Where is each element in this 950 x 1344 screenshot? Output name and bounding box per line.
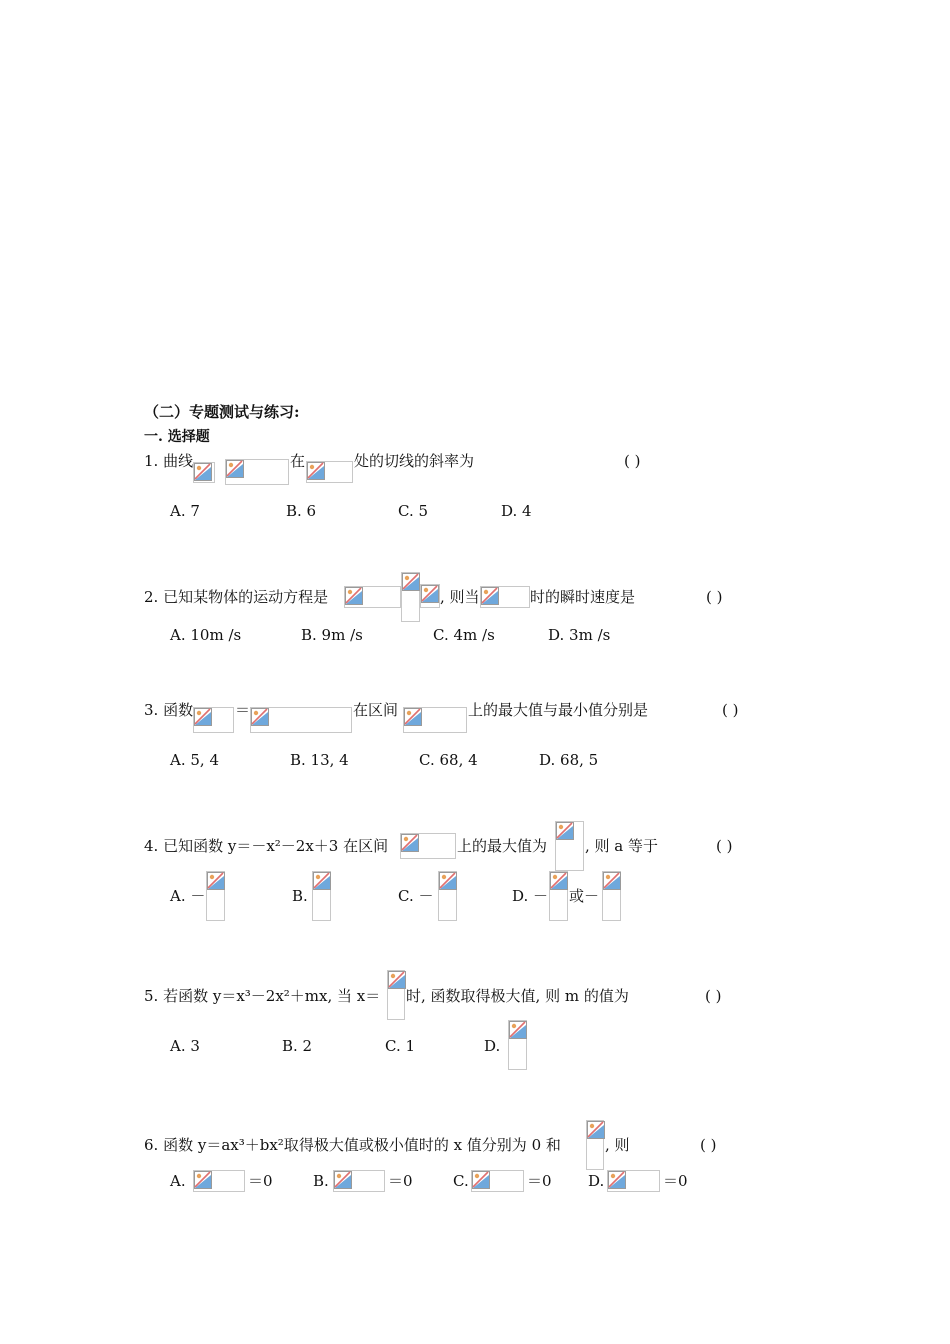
q5-option-c: C. 1 (385, 1037, 416, 1055)
q6-option-c-eq: ＝0 (527, 1172, 552, 1190)
formula-image-placeholder (333, 1170, 385, 1192)
formula-image-placeholder (193, 707, 234, 733)
formula-image-placeholder (420, 584, 440, 608)
q1-stem-part2: 在 (290, 452, 306, 470)
q4-stem-part2: 上的最大值为 (457, 837, 548, 855)
formula-image-placeholder (555, 821, 584, 871)
q4-option-b: B. (292, 887, 308, 905)
q6-option-d-eq: ＝0 (663, 1172, 688, 1190)
formula-image-placeholder (438, 871, 457, 921)
q5-answer-paren: ( ) (705, 987, 722, 1005)
q6-option-d: D. (588, 1172, 605, 1190)
q2-option-c: C. 4m /s (433, 626, 495, 644)
q5-stem-part1: 5. 若函数 y＝x³－2x²＋mx, 当 x＝ (144, 987, 381, 1005)
q4-option-c: C. － (398, 887, 434, 905)
formula-image-placeholder (549, 871, 568, 921)
broken-image-icon (587, 1121, 605, 1139)
broken-image-icon (307, 462, 325, 480)
q4-option-d: D. － (512, 887, 549, 905)
formula-image-placeholder (586, 1120, 604, 1170)
formula-image-placeholder (480, 586, 530, 608)
q6-stem-part2: , 则 (605, 1136, 630, 1154)
q4-stem-part3: , 则 a 等于 (585, 837, 659, 855)
broken-image-icon (194, 1171, 212, 1189)
q3-option-b: B. 13, 4 (290, 751, 349, 769)
q3-stem-part1: 3. 函数 (144, 701, 194, 719)
broken-image-icon (194, 463, 212, 481)
q2-stem-part2: , 则当 (440, 588, 480, 606)
q6-option-a-eq: ＝0 (248, 1172, 273, 1190)
q6-stem-part1: 6. 函数 y＝ax³＋bx²取得极大值或极小值时的 x 值分别为 0 和 (144, 1136, 561, 1154)
formula-image-placeholder (206, 871, 225, 921)
q6-answer-paren: ( ) (700, 1136, 717, 1154)
q2-option-a: A. 10m /s (170, 626, 242, 644)
q5-option-d: D. (484, 1037, 501, 1055)
q1-option-c: C. 5 (398, 502, 429, 520)
broken-image-icon (345, 587, 363, 605)
formula-image-placeholder (403, 707, 467, 733)
q1-stem-part1: 1. 曲线 (144, 452, 194, 470)
formula-image-placeholder (607, 1170, 660, 1192)
q4-option-d-or: 或－ (569, 887, 600, 905)
broken-image-icon (556, 822, 574, 840)
broken-image-icon (608, 1171, 626, 1189)
formula-image-placeholder (508, 1020, 527, 1070)
q1-answer-paren: ( ) (624, 452, 641, 470)
broken-image-icon (439, 872, 457, 890)
q2-option-d: D. 3m /s (548, 626, 611, 644)
q3-stem-part2: 在区间 (353, 701, 399, 719)
broken-image-icon (334, 1171, 352, 1189)
q3-option-c: C. 68, 4 (419, 751, 478, 769)
q6-option-b: B. (313, 1172, 329, 1190)
q2-option-b: B. 9m /s (301, 626, 363, 644)
broken-image-icon (509, 1021, 527, 1039)
q5-option-a: A. 3 (170, 1037, 200, 1055)
broken-image-icon (481, 587, 499, 605)
formula-image-placeholder (387, 970, 405, 1020)
q3-option-d: D. 68, 5 (539, 751, 599, 769)
q2-stem-part1: 2. 已知某物体的运动方程是 (144, 588, 329, 606)
formula-image-placeholder (193, 462, 215, 483)
q3-answer-paren: ( ) (722, 701, 739, 719)
broken-image-icon (421, 585, 439, 603)
q6-option-a: A. (170, 1172, 186, 1190)
formula-image-placeholder (250, 707, 352, 733)
q3-option-a: A. 5, 4 (170, 751, 219, 769)
q1-stem-part3: 处的切线的斜率为 (354, 452, 475, 470)
q1-option-b: B. 6 (286, 502, 317, 520)
q4-stem-part1: 4. 已知函数 y＝－x²－2x＋3 在区间 (144, 837, 389, 855)
broken-image-icon (207, 872, 225, 890)
q3-stem-part3: 上的最大值与最小值分别是 (468, 701, 649, 719)
formula-image-placeholder (344, 586, 401, 608)
formula-image-placeholder (225, 459, 289, 485)
formula-image-placeholder (312, 871, 331, 921)
broken-image-icon (472, 1171, 490, 1189)
section-subtitle: 一. 选择题 (144, 429, 210, 445)
q6-option-b-eq: ＝0 (388, 1172, 413, 1190)
q4-answer-paren: ( ) (716, 837, 733, 855)
q4-option-a: A. － (170, 887, 206, 905)
q1-option-d: D. 4 (501, 502, 532, 520)
broken-image-icon (388, 971, 406, 989)
q2-answer-paren: ( ) (706, 588, 723, 606)
q3-equals: ＝ (235, 701, 251, 719)
broken-image-icon (226, 460, 244, 478)
broken-image-icon (401, 834, 419, 852)
broken-image-icon (194, 708, 212, 726)
formula-image-placeholder (602, 871, 621, 921)
broken-image-icon (251, 708, 269, 726)
broken-image-icon (404, 708, 422, 726)
section-title: （二）专题测试与练习: (144, 403, 300, 421)
formula-image-placeholder (471, 1170, 524, 1192)
q6-option-c: C. (453, 1172, 469, 1190)
formula-image-placeholder (400, 833, 456, 859)
q5-option-b: B. 2 (282, 1037, 313, 1055)
formula-image-placeholder (306, 461, 353, 483)
broken-image-icon (402, 573, 420, 591)
formula-image-placeholder (401, 572, 420, 622)
q5-stem-part2: 时, 函数取得极大值, 则 m 的值为 (406, 987, 629, 1005)
broken-image-icon (550, 872, 568, 890)
formula-image-placeholder (193, 1170, 245, 1192)
broken-image-icon (603, 872, 621, 890)
broken-image-icon (313, 872, 331, 890)
q2-stem-part3: 时的瞬时速度是 (530, 588, 636, 606)
q1-option-a: A. 7 (170, 502, 200, 520)
